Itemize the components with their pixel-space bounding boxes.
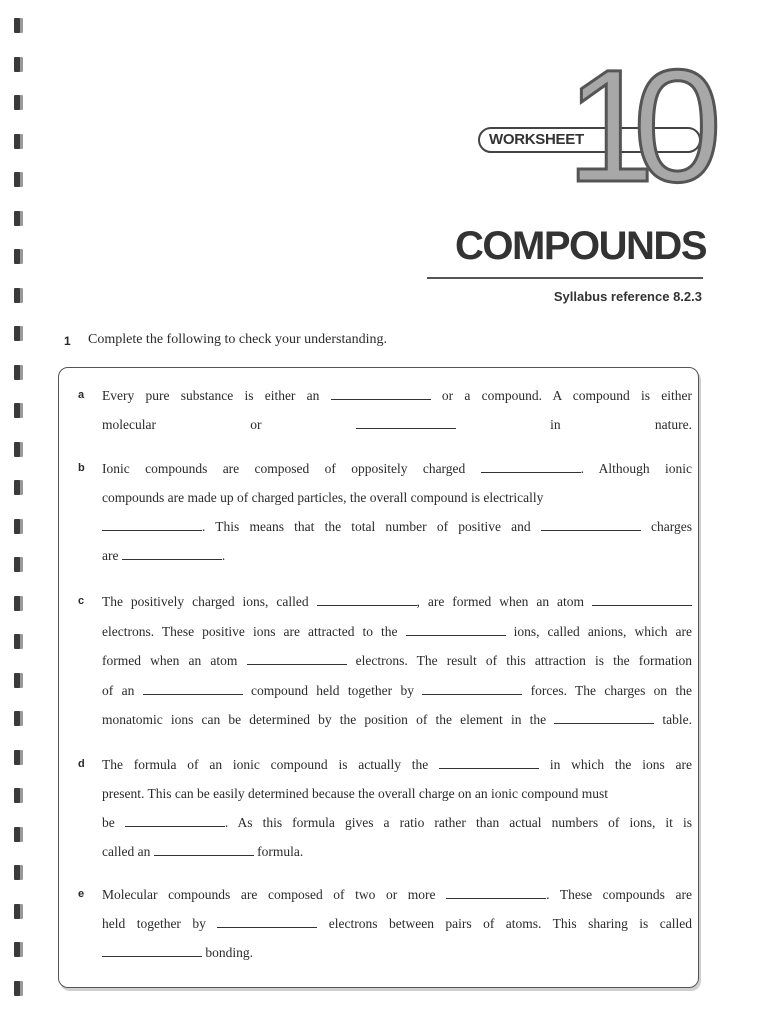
answer-blank[interactable] — [102, 519, 202, 531]
part-letter: d — [78, 758, 85, 770]
binding-ring — [14, 904, 20, 919]
text-line — [102, 461, 692, 477]
text-segment: table. — [654, 712, 692, 727]
text-line — [102, 519, 692, 535]
text-segment: electrons between pairs of atoms. This sharing is called — [317, 916, 692, 931]
binding-ring — [14, 211, 20, 226]
part-letter: a — [78, 389, 85, 401]
text-segment: . Although ionic — [580, 461, 692, 476]
answer-blank[interactable] — [422, 683, 522, 695]
title-divider — [427, 277, 703, 279]
binding-ring — [14, 95, 20, 110]
syllabus-reference: Syllabus reference 8.2.3 — [553, 289, 702, 304]
answer-blank[interactable] — [247, 653, 347, 665]
answer-blank[interactable] — [446, 887, 546, 899]
text-line — [102, 712, 692, 728]
binding-ring — [14, 480, 20, 495]
binding-ring — [14, 134, 20, 149]
text-segment: compound held together by — [242, 682, 423, 698]
text-segment: charges — [640, 519, 693, 534]
text-segment: formed when an atom — [102, 653, 247, 668]
text-segment: of an — [102, 682, 143, 698]
text-line — [102, 653, 692, 669]
text-line — [102, 594, 692, 610]
text-segment: in nature. — [455, 417, 692, 432]
binding-ring — [14, 711, 20, 726]
text-line — [102, 548, 692, 564]
page-title: COMPOUNDS — [455, 224, 706, 268]
part-letter: e — [78, 888, 85, 900]
worksheet-label: WORKSHEET — [489, 131, 584, 148]
text-segment: bonding. — [202, 945, 254, 960]
text-segment: forces. The charges on the — [522, 682, 693, 698]
text-segment: electrons. These positive ions are attracted to the — [102, 623, 406, 639]
question-prompt: Complete the following to check your understanding. — [88, 332, 387, 347]
text-segment: . — [221, 548, 226, 563]
text-segment: monatomic ions can be determined by the position of the element in the — [102, 712, 555, 727]
answer-blank[interactable] — [439, 757, 539, 769]
binding-ring — [14, 249, 20, 264]
text-line — [102, 844, 692, 860]
text-segment: present. This can be easily determined because the overall charge on an ionic compound must — [102, 786, 608, 801]
text-line — [102, 683, 692, 699]
answer-blank[interactable] — [331, 388, 431, 400]
text-segment: Every pure substance is either an — [102, 388, 331, 403]
text-segment: called an — [102, 844, 154, 859]
binding-ring — [14, 172, 20, 187]
binding-ring — [14, 18, 20, 33]
answer-blank[interactable] — [143, 683, 243, 695]
binding-ring — [14, 942, 20, 957]
binding-ring — [14, 519, 20, 534]
answer-blank[interactable] — [102, 945, 202, 957]
text-segment: The formula of an ionic compound is actually the — [102, 757, 440, 772]
answer-blank[interactable] — [122, 548, 222, 560]
text-segment: in which the ions are — [539, 757, 692, 772]
text-segment: , are formed when an atom — [416, 594, 592, 609]
binding-ring — [14, 365, 20, 380]
text-line — [102, 887, 692, 903]
text-segment: Molecular compounds are composed of two or more — [102, 887, 447, 902]
text-segment: molecular or — [102, 417, 356, 432]
answer-blank[interactable] — [554, 712, 654, 724]
answer-blank[interactable] — [406, 624, 506, 636]
text-segment: Ionic compounds are composed of oppositely charged — [102, 461, 481, 476]
question-number: 1 — [64, 334, 71, 348]
text-segment: . This means that the total number of positive and — [202, 519, 541, 534]
text-segment: are — [102, 548, 122, 563]
binding-ring — [14, 788, 20, 803]
part-letter: b — [78, 462, 85, 474]
answer-blank[interactable] — [481, 461, 581, 473]
binding-ring — [14, 865, 20, 880]
text-line — [102, 815, 692, 831]
text-segment: formula. — [253, 844, 304, 859]
part-letter: c — [78, 595, 85, 607]
binding-ring — [14, 827, 20, 842]
text-segment: or a compound. A compound is either — [430, 388, 692, 403]
binding-ring — [14, 634, 20, 649]
answer-blank[interactable] — [541, 519, 641, 531]
text-segment: ions, called anions, which are — [505, 623, 692, 639]
answer-blank[interactable] — [125, 815, 225, 827]
text-segment: held together by — [102, 916, 218, 931]
answer-blank[interactable] — [317, 594, 417, 606]
text-segment: . These compounds are — [546, 887, 692, 902]
text-line — [102, 945, 692, 961]
answer-blank[interactable] — [356, 417, 456, 429]
text-line — [102, 786, 692, 802]
binding-ring — [14, 57, 20, 72]
text-line — [102, 916, 692, 932]
text-line — [102, 490, 692, 506]
binding-ring — [14, 750, 20, 765]
text-segment: . As this formula gives a ratio rather than actual numbers of ions, it is — [224, 815, 693, 830]
spiral-binding — [14, 0, 28, 1024]
binding-ring — [14, 442, 20, 457]
text-line — [102, 388, 692, 404]
text-line — [102, 417, 692, 433]
answer-blank[interactable] — [217, 916, 317, 928]
binding-ring — [14, 673, 20, 688]
binding-ring — [14, 981, 20, 996]
text-segment: be — [102, 815, 125, 830]
binding-ring — [14, 557, 20, 572]
text-segment: electrons. The result of this attraction is the formation — [346, 653, 692, 668]
binding-ring — [14, 288, 20, 303]
text-line — [102, 624, 692, 640]
worksheet-number: 10 — [566, 36, 700, 215]
binding-ring — [14, 596, 20, 611]
text-segment: The positively charged ions, called — [102, 594, 317, 609]
binding-ring — [14, 326, 20, 341]
text-line — [102, 757, 692, 773]
answer-blank[interactable] — [154, 844, 254, 856]
binding-ring — [14, 403, 20, 418]
text-segment: compounds are made up of charged particles, the overall compound is electrically — [102, 490, 544, 505]
answer-blank[interactable] — [592, 594, 692, 606]
